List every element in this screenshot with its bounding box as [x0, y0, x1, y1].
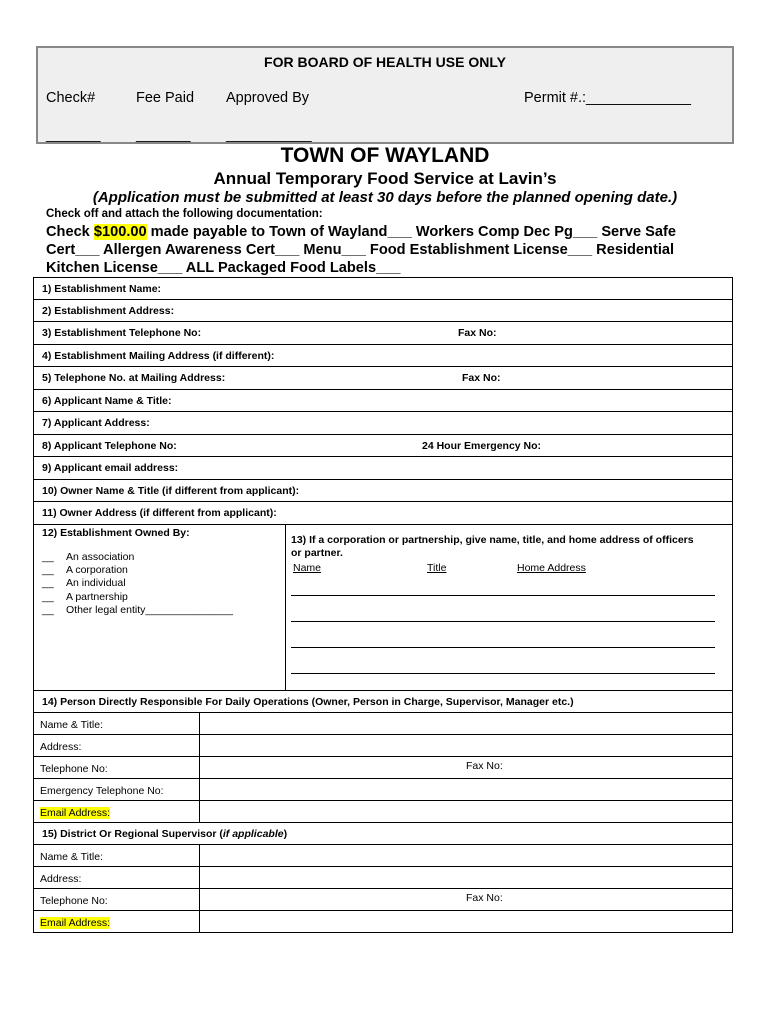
supervisor-fax-label: Fax No:	[466, 891, 503, 904]
ops-email-label: Email Address:	[40, 806, 111, 819]
supervisor-header	[33, 823, 733, 845]
supervisor-address-row[interactable]	[33, 867, 733, 889]
officer-line-3[interactable]	[291, 647, 715, 648]
form-subtitle: Annual Temporary Food Service at Lavin’s	[213, 169, 557, 188]
option-individual[interactable]: __ An individual	[42, 577, 126, 590]
option-corporation[interactable]: __ A corporation	[42, 563, 128, 576]
establishment-fax-label: Fax No:	[458, 327, 497, 339]
ops-telephone-row[interactable]	[33, 757, 733, 779]
applicant-email-label: 9) Applicant email address:	[42, 462, 179, 474]
supervisor-name-label: Name & Title:	[40, 850, 104, 863]
applicant-address-label: 7) Applicant Address:	[42, 417, 150, 429]
fee-amount: $100.00	[93, 224, 147, 240]
mailing-telephone-row[interactable]	[33, 367, 733, 390]
supervisor-email-row[interactable]	[33, 911, 733, 933]
check-number-line[interactable]: _______	[46, 126, 101, 142]
town-title: TOWN OF WAYLAND	[280, 144, 490, 167]
mailing-address-label: 4) Establishment Mailing Address (if different):	[42, 349, 275, 362]
officer-home-address-header: Home Address	[517, 561, 586, 574]
documentation-checklist	[46, 223, 730, 277]
ops-emergency-label: Emergency Telephone No:	[40, 784, 164, 797]
ops-fax-label: Fax No:	[466, 759, 503, 772]
mailing-fax-label: Fax No:	[462, 372, 501, 384]
officer-line-2[interactable]	[291, 621, 715, 622]
establishment-address-row[interactable]	[33, 300, 733, 323]
supervisor-address-label: Address:	[40, 872, 82, 885]
fee-paid-label: Fee Paid	[136, 90, 195, 106]
applicant-email-row[interactable]	[33, 457, 733, 480]
owner-address-label: 11) Owner Address (if different from applicant):	[42, 507, 277, 519]
owned-by-cell	[34, 525, 286, 690]
mailing-telephone-label: 5) Telephone No. at Mailing Address:	[42, 372, 226, 384]
supervisor-telephone-row[interactable]	[33, 889, 733, 911]
officer-title-header: Title	[427, 561, 447, 574]
permit-number-field[interactable]: Permit #.:_____________	[524, 90, 691, 106]
officers-cell	[287, 525, 732, 690]
checkoff-instructions: Check off and attach the following documentation:	[46, 208, 323, 220]
ops-name-row[interactable]	[33, 713, 733, 735]
option-partnership[interactable]: __ A partnership	[42, 590, 128, 603]
option-other-entity[interactable]: __ Other legal entity_______________	[42, 604, 233, 617]
officer-line-4[interactable]	[291, 673, 715, 674]
board-title: FOR BOARD OF HEALTH USE ONLY	[264, 54, 506, 70]
check-number-label: Check#	[46, 90, 96, 106]
officer-line-1[interactable]	[291, 595, 715, 596]
checklist-check-prefix: Check	[46, 224, 94, 240]
approved-by-line[interactable]: ___________	[226, 126, 312, 142]
ownership-section	[33, 525, 733, 691]
applicant-address-row[interactable]	[33, 412, 733, 435]
approved-by-label: Approved By	[226, 90, 310, 106]
ops-emergency-row[interactable]	[33, 779, 733, 801]
officer-name-header: Name	[293, 561, 322, 574]
ops-address-label: Address:	[40, 740, 82, 753]
owner-name-row[interactable]	[33, 480, 733, 503]
owned-by-options	[42, 551, 233, 618]
fee-paid-line[interactable]: _______	[136, 126, 191, 142]
officers-label: 13) If a corporation or partnership, give name, title, and home address of officers or partner.	[291, 533, 694, 559]
owned-by-label: 12) Establishment Owned By:	[42, 526, 190, 539]
establishment-address-label: 2) Establishment Address:	[42, 304, 175, 317]
supervisor-telephone-label: Telephone No:	[40, 894, 108, 907]
daily-operations-label: 14) Person Directly Responsible For Daily Operations (Owner, Person in Charge, Supervisor, Manager etc.)	[42, 695, 574, 708]
applicant-telephone-label: 8) Applicant Telephone No:	[42, 439, 177, 452]
ops-telephone-label: Telephone No:	[40, 762, 108, 775]
applicant-name-label: 6) Applicant Name & Title:	[42, 394, 172, 407]
applicant-name-row[interactable]	[33, 390, 733, 413]
emergency-number-label: 24 Hour Emergency No:	[422, 439, 542, 452]
ops-name-label: Name & Title:	[40, 718, 104, 731]
owner-name-label: 10) Owner Name & Title (if different from applicant):	[42, 484, 300, 497]
checklist-items: made payable to Town of Wayland___ Workers Comp Dec Pg___ Serve Safe Cert___ Allergen Awareness Cert___ Menu___ Food Establishment License___ Residential Kitchen License___ ALL Packaged Food Labels___	[46, 224, 676, 276]
establishment-name-row[interactable]	[33, 277, 733, 300]
mailing-address-row[interactable]	[33, 345, 733, 368]
supervisor-email-label: Email Address:	[40, 916, 111, 929]
daily-operations-header	[33, 691, 733, 713]
owner-address-row[interactable]	[33, 502, 733, 525]
establishment-telephone-label: 3) Establishment Telephone No:	[42, 327, 202, 339]
supervisor-name-row[interactable]	[33, 845, 733, 867]
ops-address-row[interactable]	[33, 735, 733, 757]
establishment-name-label: 1) Establishment Name:	[42, 283, 162, 295]
application-form	[33, 277, 733, 933]
submission-notice: (Application must be submitted at least 30 days before the planned opening date.)	[92, 189, 678, 206]
applicant-telephone-row[interactable]	[33, 435, 733, 458]
option-association[interactable]: __ An association	[42, 550, 135, 563]
board-of-health-box	[36, 46, 734, 144]
supervisor-label: 15) District Or Regional Supervisor (if applicable)	[42, 827, 288, 840]
establishment-telephone-row[interactable]	[33, 322, 733, 345]
ops-email-row[interactable]	[33, 801, 733, 823]
